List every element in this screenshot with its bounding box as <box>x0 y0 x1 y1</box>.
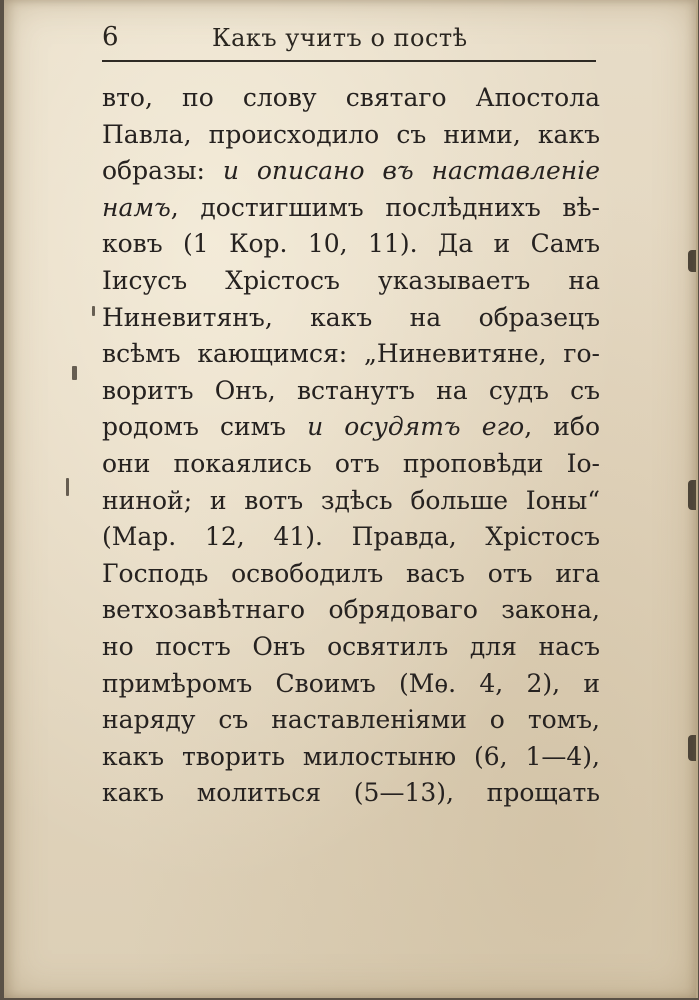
text-line <box>102 373 600 410</box>
text-line <box>102 666 600 703</box>
page-edge-wear <box>688 480 696 510</box>
text-segment: какъ творить милостыню (6, 1—4), <box>102 741 600 771</box>
text-segment: , ибо <box>524 412 600 442</box>
text-line <box>102 592 600 629</box>
text-line <box>102 336 600 373</box>
text-line <box>102 556 600 593</box>
text-segment: Павла, происходило съ ними, какъ <box>102 119 600 149</box>
text-line <box>102 409 600 446</box>
italic-text: намъ <box>102 192 171 222</box>
text-segment: (Мар. 12, 41). Правда, Хрістосъ <box>102 522 600 552</box>
text-line <box>102 153 600 190</box>
text-segment: ковъ (1 Кор. 10, 11). Да и Самъ <box>102 229 600 259</box>
text-line <box>102 226 600 263</box>
ink-speck <box>72 366 77 380</box>
page-header <box>102 20 596 62</box>
page-edge-wear <box>688 735 696 761</box>
text-line <box>102 483 600 520</box>
text-segment: ветхозавѣтнаго обрядоваго закона, <box>102 595 600 625</box>
text-segment: но постъ Онъ освятилъ для насъ <box>102 631 600 661</box>
text-line <box>102 629 600 666</box>
text-segment: ниной; и вотъ здѣсь больше Іоны“ <box>102 485 600 515</box>
running-head: Какъ учитъ о постѣ <box>212 24 468 52</box>
text-segment: , достигшимъ послѣднихъ вѣ- <box>170 192 600 222</box>
text-segment: вто, по слову святаго Апостола <box>102 83 600 112</box>
text-segment: образы: <box>102 156 223 186</box>
text-line <box>102 739 600 776</box>
text-line <box>102 702 600 739</box>
text-segment: примѣромъ Своимъ (Мѳ. 4, 2), и <box>102 668 600 698</box>
page-edge-wear <box>688 250 696 272</box>
book-page <box>4 0 698 998</box>
page-number: 6 <box>102 22 119 52</box>
text-line <box>102 263 600 300</box>
text-segment: они покаялись отъ проповѣди Іо- <box>102 448 600 478</box>
text-segment: наряду съ наставленіями о томъ, <box>102 705 600 735</box>
text-line <box>102 117 600 154</box>
text-segment: Господь освободилъ васъ отъ ига <box>102 558 600 588</box>
body-text <box>102 80 600 812</box>
text-line <box>102 775 600 812</box>
text-segment: Ниневитянъ, какъ на образецъ <box>102 302 600 332</box>
text-line <box>102 190 600 227</box>
text-line <box>102 300 600 337</box>
text-line <box>102 519 600 556</box>
italic-text: и описано въ наставленіе <box>222 156 600 186</box>
text-segment: родомъ симъ <box>102 412 308 442</box>
text-segment: Іисусъ Хрістосъ указываетъ на <box>102 265 600 295</box>
ink-speck <box>66 478 69 496</box>
text-line <box>102 446 600 483</box>
text-segment: воритъ Онъ, встанутъ на судъ съ <box>102 375 600 405</box>
text-segment: какъ молиться (5—13), прощать <box>102 778 600 808</box>
ink-speck <box>92 306 95 316</box>
italic-text: и осудятъ его <box>307 412 525 442</box>
text-segment: всѣмъ кающимся: „Ниневитяне, го- <box>102 339 600 369</box>
text-line <box>102 80 600 117</box>
